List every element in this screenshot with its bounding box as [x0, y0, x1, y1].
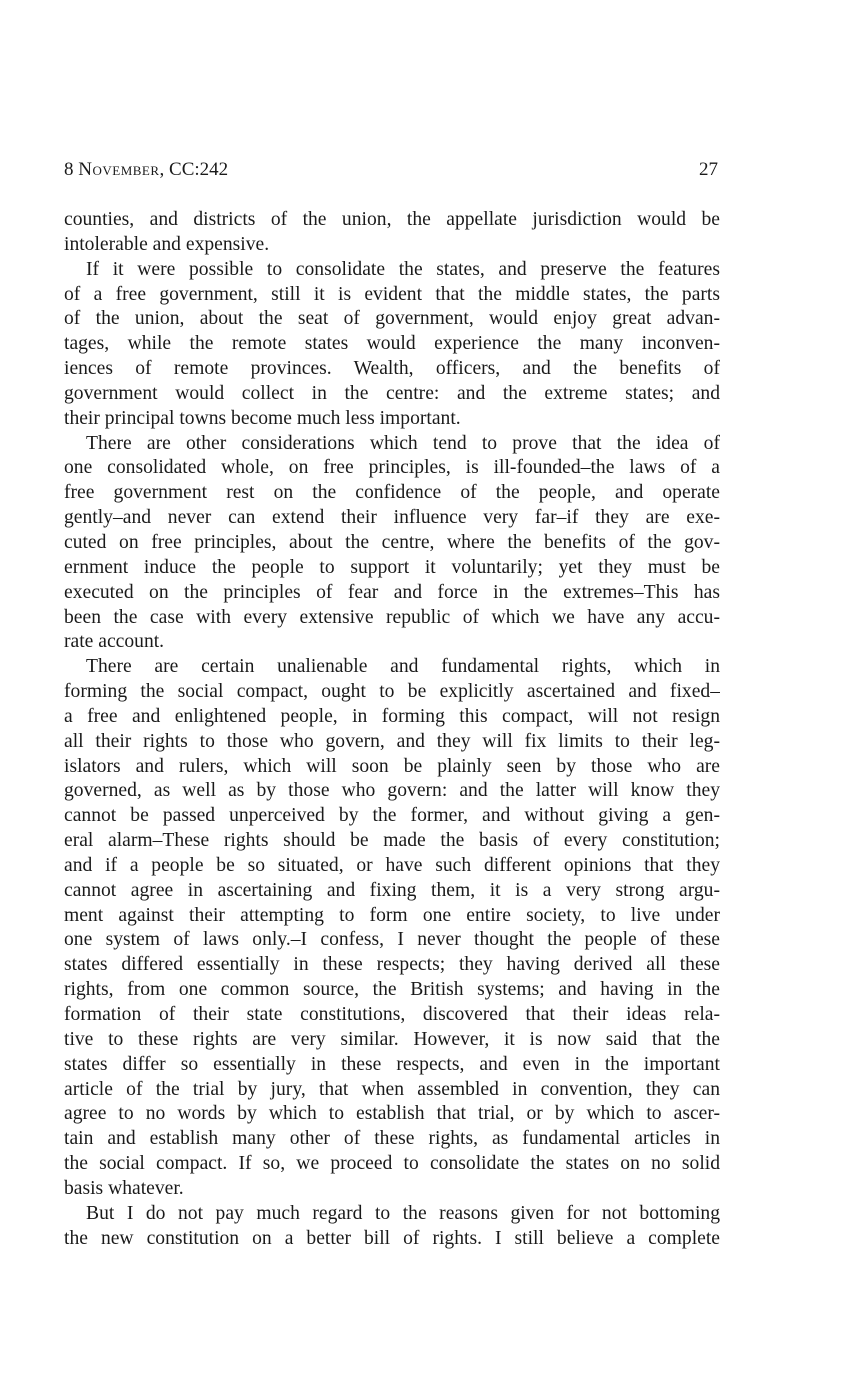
text-line: of the union, about the seat of government, would enjoy great advan- — [64, 308, 720, 330]
text-line: cannot agree in ascertaining and fixing them, it is a very strong argu- — [64, 879, 720, 901]
text-line: But I do not pay much regard to the reasons given for not bottoming — [86, 1202, 720, 1224]
text-line: and if a people be so situated, or have such different opinions that they — [64, 854, 720, 876]
text-line: one system of laws only.–I confess, I never thought the people of these — [64, 929, 720, 951]
text-line: tive to these rights are very similar. However, it is now said that the — [64, 1028, 720, 1050]
text-line: gently–and never can extend their influence very far–if they are exe- — [64, 507, 720, 529]
text-line: executed on the principles of fear and force in the extremes–This has — [64, 581, 720, 603]
text-line: cuted on free principles, about the centre, where the benefits of the gov- — [64, 531, 720, 553]
text-line: been the case with every extensive republic of which we have any accu- — [64, 606, 720, 628]
text-line: There are other considerations which tend to prove that the idea of — [86, 432, 720, 454]
body-text — [64, 208, 720, 1251]
text-line: forming the social compact, ought to be explicitly ascertained and fixed– — [64, 681, 720, 703]
text-line: intolerable and expensive. — [64, 233, 270, 255]
text-line: the new constitution on a better bill of rights. I still believe a complete — [64, 1227, 720, 1249]
running-head-day: 8 — [64, 159, 79, 180]
text-line: eral alarm–These rights should be made the basis of every constitution; — [64, 830, 720, 852]
text-line: counties, and districts of the union, the appellate jurisdiction would be — [64, 209, 720, 230]
text-line: cannot be passed unperceived by the former, and without giving a gen- — [64, 805, 720, 827]
paragraph — [64, 655, 720, 1202]
text-line: tain and establish many other of these rights, as fundamental articles in — [64, 1128, 720, 1150]
paragraph — [64, 432, 720, 656]
text-line: ernment induce the people to support it voluntarily; yet they must be — [64, 556, 720, 578]
text-line: There are certain unalienable and fundamental rights, which in — [86, 656, 720, 678]
text-line: their principal towns become much less important. — [64, 407, 461, 429]
text-line: islators and rulers, which will soon be plainly seen by those who are — [64, 755, 720, 777]
text-line: iences of remote provinces. Wealth, officers, and the benefits of — [64, 358, 720, 380]
text-line: ment against their attempting to form one entire society, to live under — [64, 904, 720, 926]
paragraph — [64, 208, 720, 258]
running-head-month: November — [78, 159, 160, 180]
running-head-document-number: , CC:242 — [159, 159, 229, 180]
text-line: government would collect in the centre: and the extreme states; and — [64, 382, 720, 404]
text-line: rights, from one common source, the British systems; and having in the — [64, 979, 720, 1001]
page-number: 27 — [699, 159, 718, 180]
text-line: formation of their state constitutions, discovered that their ideas rela- — [64, 1004, 720, 1025]
paragraph — [64, 1202, 720, 1252]
text-line: If it were possible to consolidate the states, and preserve the features — [86, 258, 720, 280]
text-line: all their rights to those who govern, and they will fix limits to their leg- — [64, 730, 720, 752]
book-page — [64, 0, 720, 1379]
text-line: article of the trial by jury, that when assembled in convention, they can — [64, 1078, 720, 1100]
text-line: rate account. — [64, 631, 165, 653]
text-line: tages, while the remote states would experience the many inconven- — [64, 333, 720, 355]
running-head — [64, 158, 720, 182]
text-line: agree to no words by which to establish that trial, or by which to ascer- — [64, 1103, 720, 1125]
running-head-date-section — [64, 158, 228, 182]
text-line: of a free government, still it is evident that the middle states, the parts — [64, 283, 720, 305]
text-line: the social compact. If so, we proceed to consolidate the states on no solid — [64, 1153, 720, 1175]
text-line: one consolidated whole, on free principles, is ill-founded–the laws of a — [64, 457, 720, 479]
text-line: a free and enlightened people, in forming this compact, will not resign — [64, 705, 720, 727]
text-line: free government rest on the confidence of the people, and operate — [64, 482, 720, 504]
text-line: basis whatever. — [64, 1177, 184, 1199]
text-line: states differ so essentially in these respects, and even in the important — [64, 1053, 720, 1075]
text-line: states differed essentially in these respects; they having derived all these — [64, 954, 720, 976]
paragraph — [64, 258, 720, 432]
text-line: governed, as well as by those who govern: and the latter will know they — [64, 780, 720, 802]
